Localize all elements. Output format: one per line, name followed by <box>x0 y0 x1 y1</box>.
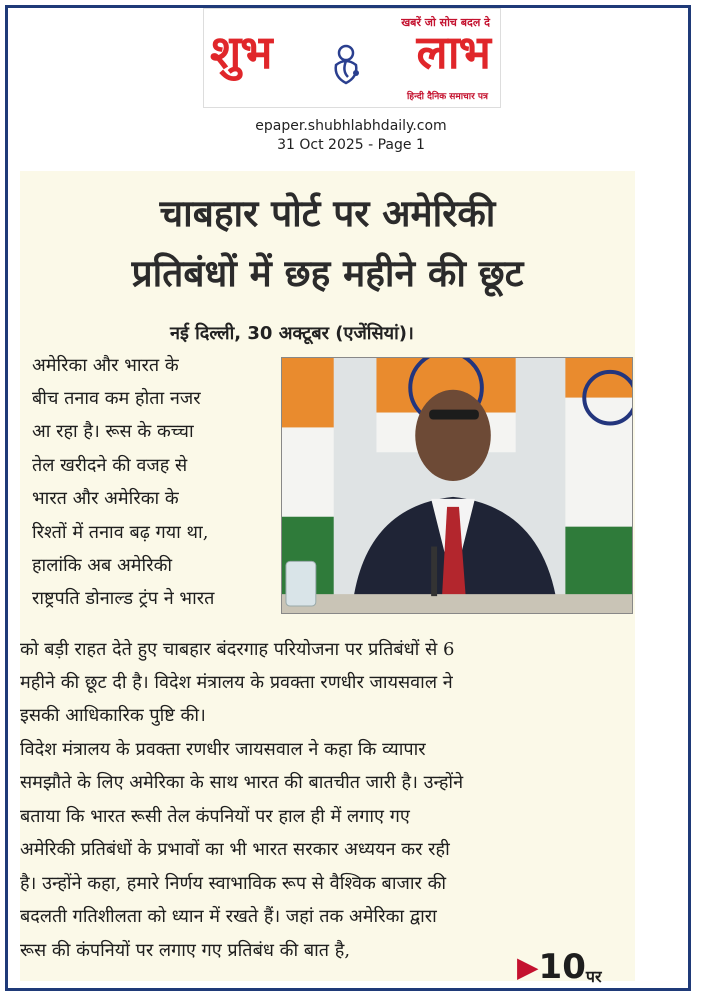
body-text-line: आ रहा है। रूस के कच्चा <box>32 421 194 442</box>
continued-on-page[interactable] <box>517 947 602 987</box>
body-text-line: महीने की छूट दी है। विदेश मंत्रालय के प्रवक्ता रणधीर जायसवाल ने <box>20 672 453 693</box>
masthead-logo <box>203 8 501 108</box>
body-text-line: रूस की कंपनियों पर लगाए गए प्रतिबंध की बात है, <box>20 940 351 961</box>
body-text-line: को बड़ी राहत देते हुए चाबहार बंदरगाह परियोजना पर प्रतिबंधों से 6 <box>20 639 455 660</box>
body-text-line: हालांकि अब अमेरिकी <box>32 555 173 576</box>
logo-text-left: शुभ <box>210 25 272 79</box>
body-text-line: तेल खरीदने की वजह से <box>32 455 188 476</box>
headline-line-1: चाबहार पोर्ट पर अमेरिकी <box>159 192 496 235</box>
body-text-line: है। उन्होंने कहा, हमारे निर्णय स्वाभाविक रूप से वैश्विक बाजार की <box>20 873 447 894</box>
body-text-line: भारत और अमेरिका के <box>32 488 179 509</box>
body-text-line: इसकी आधिकारिक पुष्टि की। <box>20 705 206 726</box>
news-photo <box>281 357 633 614</box>
body-text-line: बीच तनाव कम होता नजर <box>32 388 201 409</box>
body-text-line: अमेरिका और भारत के <box>32 355 179 376</box>
dateline: नई दिल्ली, 30 अक्टूबर (एजेंसियां)। <box>170 323 414 344</box>
body-text-line: बताया कि भारत रूसी तेल कंपनियों पर हाल ही में लगाए गए <box>20 806 410 827</box>
masthead-subtitle: हिन्दी दैनिक समाचार पत्र <box>406 92 488 102</box>
masthead-tagline: खबरें जो सोच बदल दे <box>401 16 490 29</box>
edition-date-page: 31 Oct 2025 - Page 1 <box>277 137 425 153</box>
logo-text-right: लाभ <box>416 25 490 79</box>
body-text-line: अमेरिकी प्रतिबंधों के प्रभावों का भी भारत सरकार अध्ययन कर रही <box>20 839 450 860</box>
body-text-line: समझौते के लिए अमेरिका के साथ भारत की बातचीत जारी है। उन्होंने <box>20 772 464 793</box>
article-clipping <box>20 171 635 987</box>
continued-page-number: 10 <box>538 947 586 987</box>
body-text-line: राष्ट्रपति डोनाल्ड ट्रंप ने भारत <box>32 588 215 609</box>
ganesha-icon <box>328 43 364 87</box>
headline-line-2: प्रतिबंधों में छह महीने की छूट <box>131 252 524 295</box>
body-text-line: रिश्तों में तनाव बढ़ गया था, <box>32 522 209 543</box>
body-text-line: विदेश मंत्रालय के प्रवक्ता रणधीर जायसवाल ने कहा कि व्यापार <box>20 739 426 760</box>
epaper-url[interactable]: epaper.shubhlabhdaily.com <box>255 118 447 134</box>
triangle-right-icon: ▶ <box>517 950 539 984</box>
body-text-line: बदलती गतिशीलता को ध्यान में रखते हैं। जहां तक अमेरिका द्वारा <box>20 906 437 927</box>
continued-suffix: पर <box>585 967 602 986</box>
